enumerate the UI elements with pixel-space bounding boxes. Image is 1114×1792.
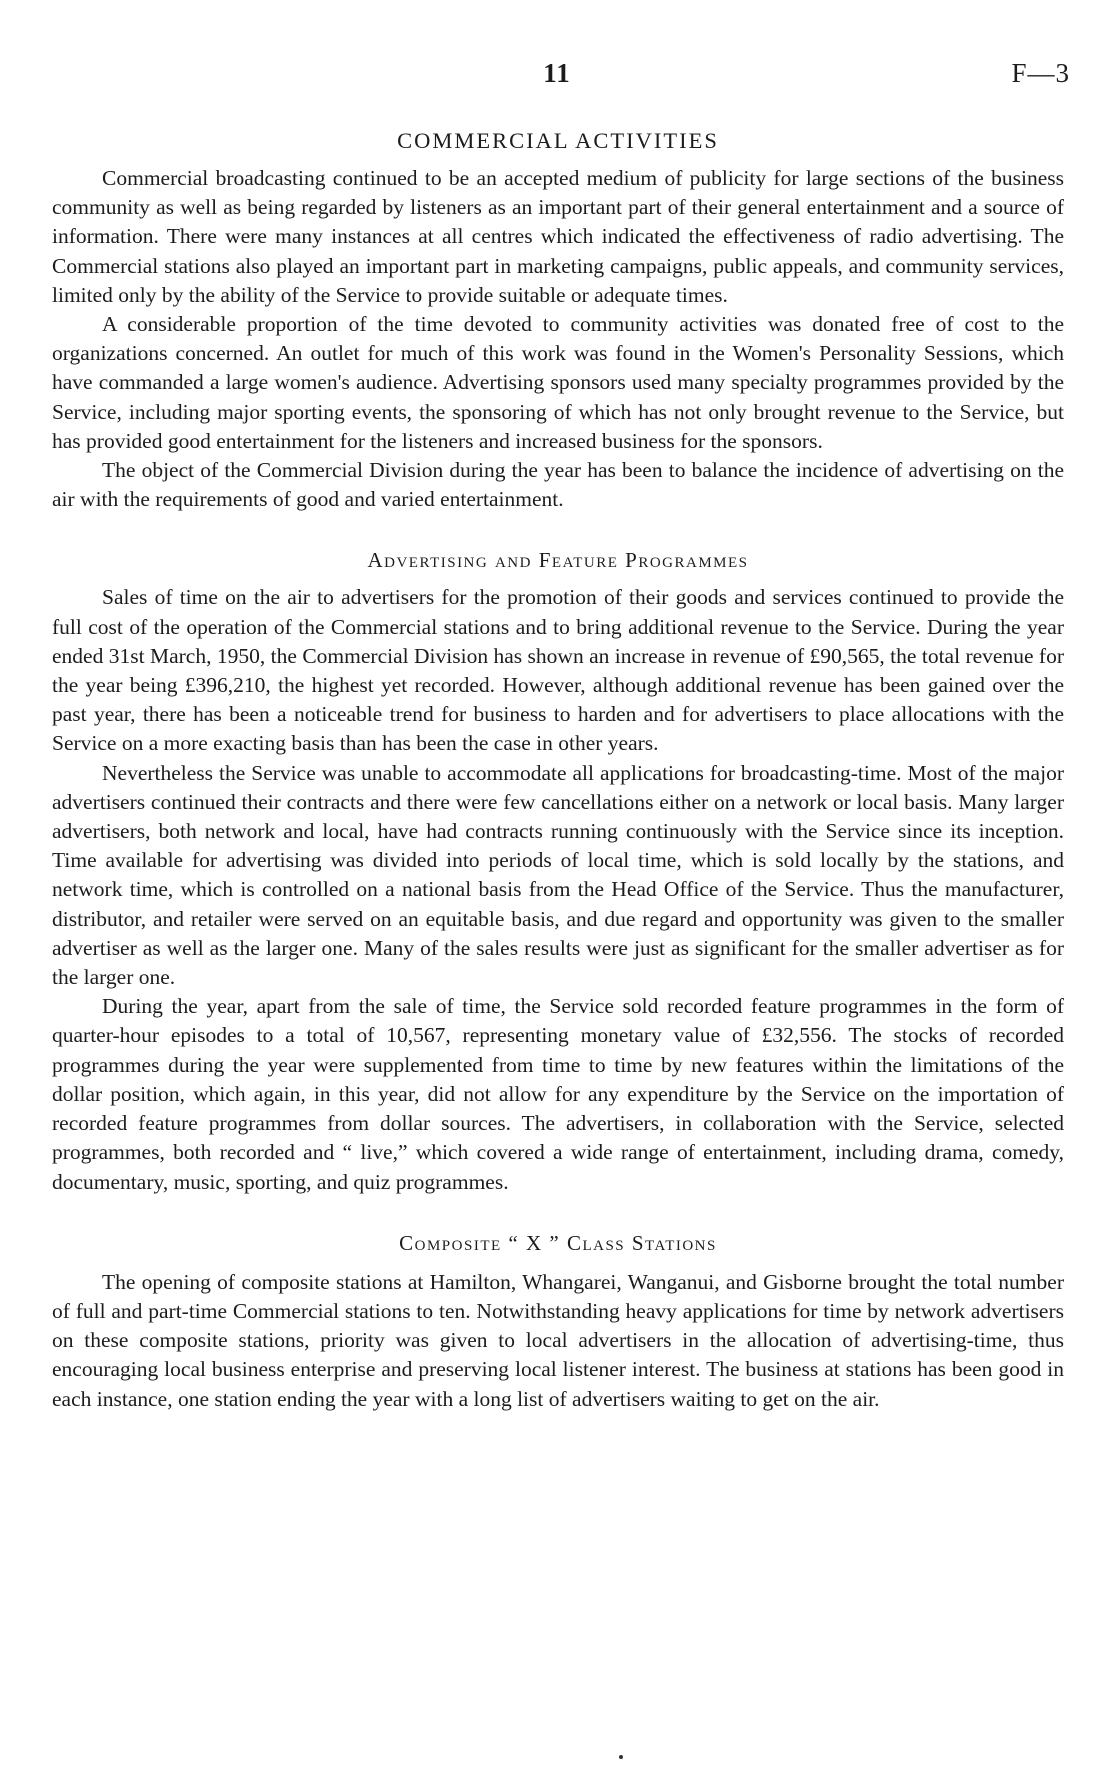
body-paragraph: The opening of composite stations at Hamilton, Whangarei, Wanganui, and Gisborne brought the total number of full and part-time Commercial stations to ten. Notwithstanding heavy applications for time by network advertisers on these composite stations, priority was given to local advertisers in the allocation of advertising-time, thus encouraging local business enterprise and preserving local listener interest. The business at stations has been good in each instance, one station ending the year with a long list of advertisers waiting to get on the air. bbox=[52, 1269, 1064, 1411]
body-paragraph: The object of the Commercial Division during the year has been to balance the incidence of advertising on the air with the requirements of good and varied entertainment. bbox=[52, 458, 1064, 512]
section-heading-commercial-activities: COMMERCIAL ACTIVITIES bbox=[397, 128, 719, 153]
page-reference: F—3 bbox=[1011, 58, 1070, 88]
section-heading-advertising: Advertising and Feature Programmes bbox=[367, 548, 749, 573]
body-paragraph: Nevertheless the Service was unable to accommodate all applications for broadcasting-time. Most of the major advertisers continued their contracts and there were few cancellations either on a network or local basis. Many larger advertisers, both network and local, have had contracts running continuously with the Service since its inception. Time available for advertising was divided into periods of local time, which is sold locally by the stations, and network time, which is controlled on a national basis from the Head Office of the Service. Thus the manufacturer, distributor, and retailer were served on an equitable basis, and due regard and opportunity was given to the smaller advertiser as well as the larger one. Many of the sales results were just as significant for the smaller advertiser as for the larger one. bbox=[52, 760, 1064, 990]
page-content bbox=[52, 128, 1064, 1414]
section-heading-composite-stations: Composite “ X ” Class Stations bbox=[399, 1230, 717, 1255]
page-mark bbox=[619, 1755, 623, 1759]
body-paragraph: Sales of time on the air to advertisers for the promotion of their goods and services continued to provide the full cost of the operation of the Commercial stations and to bring additional revenue to the Service. During the year ended 31st March, 1950, the Commercial Division has shown an increase in revenue of £90,565, the total revenue for the year being £396,210, the highest yet recorded. However, although additional revenue has been gained over the past year, there has been a noticeable trend for business to harden and for advertisers to place allocations with the Service on a more exacting basis than has been the case in other years. bbox=[52, 585, 1064, 756]
body-paragraph: Commercial broadcasting continued to be an accepted medium of publicity for large sections of the business community as well as being regarded by listeners as an important part of their general entertainment and a source of information. There were many instances at all centres which indicated the effectiveness of radio advertising. The Commercial stations also played an important part in marketing campaigns, public appeals, and community services, limited only by the ability of the Service to provide suitable or adequate times. bbox=[52, 166, 1064, 307]
body-paragraph: A considerable proportion of the time devoted to community activities was donated free of cost to the organizations concerned. An outlet for much of this work was found in the Women's Personality Sessions, which have commanded a large women's audience. Advertising sponsors used many specialty programmes provided by the Service, including major sporting events, the sponsoring of which has not only brought revenue to the Service, but has provided good entertainment for the listeners and increased business for the sponsors. bbox=[52, 312, 1064, 453]
page-number: 11 bbox=[543, 58, 571, 88]
body-paragraph: During the year, apart from the sale of time, the Service sold recorded feature programmes in the form of quarter-hour episodes to a total of 10,567, representing monetary value of £32,556. The stocks of recorded programmes during the year were supplemented from time to time by new features within the limitations of the dollar position, which again, in this year, did not allow for any expenditure by the Service on the importation of recorded feature programmes from dollar sources. The advertisers, in collaboration with the Service, selected programmes, both recorded and “ live,” which covered a wide range of entertainment, including drama, comedy, documentary, music, sporting, and quiz programmes. bbox=[52, 994, 1064, 1194]
